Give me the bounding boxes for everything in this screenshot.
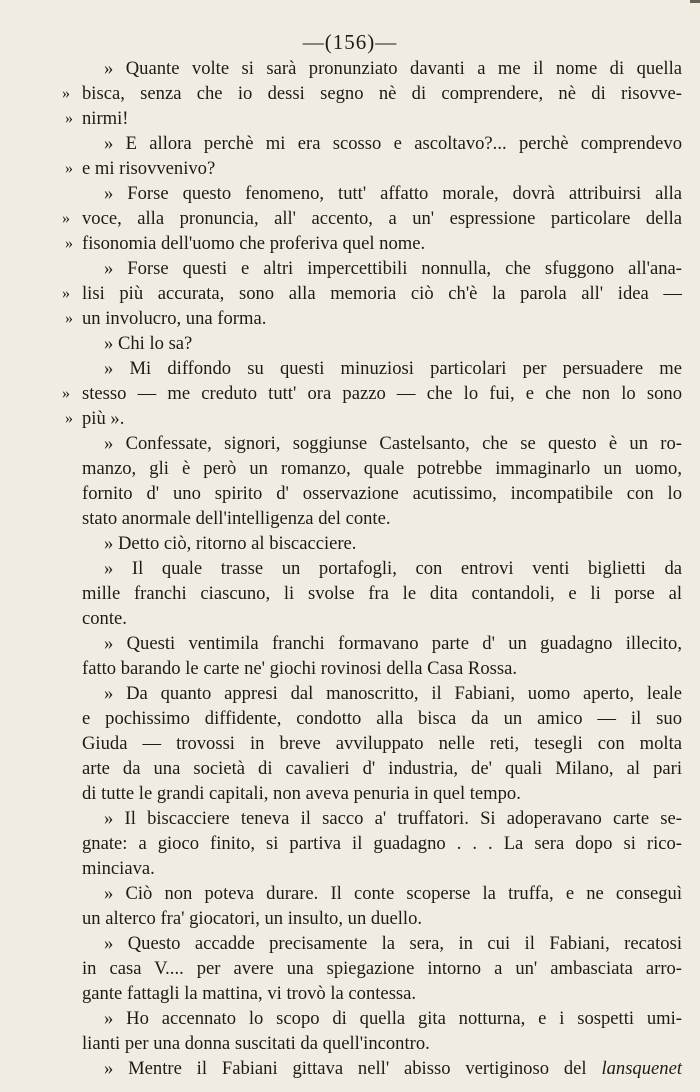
line-text: » E allora perchè mi era scosso e ascoltavo?... perchè comprendevo — [104, 133, 682, 154]
text-line — [62, 206, 682, 231]
line-text: in casa V.... per avere una spiegazione intorno a un' ambasciata arro- — [82, 958, 682, 979]
line-text: conte. — [82, 608, 127, 629]
text-line — [82, 331, 682, 356]
line-text: » Questi ventimila franchi formavano parte d' un guadagno illecito, — [104, 633, 682, 654]
text-line — [65, 106, 682, 131]
text-line — [82, 1056, 682, 1081]
quote-continuation-mark: » — [65, 410, 73, 427]
text-line — [82, 356, 682, 381]
text-line — [82, 731, 682, 756]
text-line — [82, 881, 682, 906]
line-text: bisca, senza che io dessi segno nè di comprendere, nè di risovve- — [82, 83, 682, 104]
line-text: stesso — me creduto tutt' ora pazzo — che lo fui, e che non lo sono — [82, 383, 682, 404]
quote-continuation-mark: » — [62, 210, 70, 227]
text-line — [82, 581, 682, 606]
line-text: » Ho accennato lo scopo di quella gita notturna, e i sospetti umi- — [104, 1008, 682, 1029]
text-line — [65, 406, 682, 431]
page-edge-mark — [690, 0, 700, 3]
line-text: nirmi! — [82, 108, 129, 129]
text-line — [82, 756, 682, 781]
line-text: lisi più accurata, sono alla memoria ciò ch'è la parola all' idea — — [82, 283, 682, 304]
line-text: fatto barando le carte ne' giochi rovinosi della Casa Rossa. — [82, 658, 518, 679]
line-text: lianti per una donna suscitati da quell'incontro. — [82, 1033, 430, 1054]
line-text: » Chi lo sa? — [104, 333, 193, 354]
line-text: » Da quanto appresi dal manoscritto, il Fabiani, uomo aperto, leale — [104, 683, 682, 704]
quote-continuation-mark: » — [65, 160, 73, 177]
line-text: di tutte le grandi capitali, non aveva penuria in quel tempo. — [82, 783, 521, 804]
text-line — [65, 156, 682, 181]
line-text: arte da una società di cavalieri d' industria, de' quali Milano, al pari — [82, 758, 682, 779]
quote-continuation-mark: » — [62, 85, 70, 102]
text-line — [82, 56, 682, 81]
text-line — [82, 481, 682, 506]
line-text: stato anormale dell'intelligenza del conte. — [82, 508, 391, 529]
line-text: fisonomia dell'uomo che proferiva quel nome. — [82, 233, 426, 254]
quote-continuation-mark: » — [65, 110, 73, 127]
text-line — [82, 606, 682, 631]
line-text: un alterco fra' giocatori, un insulto, un duello. — [82, 908, 423, 929]
line-text: manzo, gli è però un romanzo, quale potrebbe immaginarlo un uomo, — [82, 458, 682, 479]
text-line — [62, 81, 682, 106]
line-text: » Il biscacciere teneva il sacco a' truffatori. Si adoperavano carte se- — [104, 808, 682, 829]
text-line — [82, 506, 682, 531]
quote-continuation-mark: » — [62, 385, 70, 402]
text-line — [82, 956, 682, 981]
text-line — [82, 906, 682, 931]
text-line — [82, 256, 682, 281]
line-text: fornito d' uno spirito d' osservazione acutissimo, incompatibile con lo — [82, 483, 682, 504]
line-text: » Detto ciò, ritorno al biscacciere. — [104, 533, 357, 554]
text-line — [82, 681, 682, 706]
quote-continuation-mark: » — [62, 285, 70, 302]
text-line — [82, 556, 682, 581]
line-text: » Il quale trasse un portafogli, con entrovi venti biglietti da — [104, 558, 682, 579]
line-text: » Ciò non poteva durare. Il conte scoperse la truffa, e ne conseguì — [104, 883, 682, 904]
line-text: Giuda — trovossi in breve avviluppato nelle reti, tesegli con molta — [82, 733, 682, 754]
quote-continuation-mark: » — [65, 235, 73, 252]
text-line — [82, 781, 682, 806]
line-text: » Quante volte si sarà pronunziato davanti a me il nome di quella — [104, 58, 682, 79]
line-text: un involucro, una forma. — [82, 308, 267, 329]
text-line — [82, 931, 682, 956]
text-line — [62, 281, 682, 306]
page-number: —(156)— — [302, 30, 398, 54]
text-line — [65, 306, 682, 331]
text-line — [82, 806, 682, 831]
line-text: mille franchi ciascuno, li svolse fra le dita contandoli, e li porse al — [82, 583, 682, 604]
line-text: più ». — [82, 408, 125, 429]
text-line — [82, 706, 682, 731]
line-text: e mi risovvenivo? — [82, 158, 216, 179]
text-line — [82, 1006, 682, 1031]
line-text: voce, alla pronuncia, all' accento, a un' espressione particolare della — [82, 208, 682, 229]
line-text: minciava. — [82, 858, 155, 879]
quote-continuation-mark: » — [65, 310, 73, 327]
italic-word: lansquenet — [601, 1058, 682, 1079]
line-text: » Questo accadde precisamente la sera, in cui il Fabiani, recatosi — [104, 933, 682, 954]
text-line — [82, 981, 682, 1006]
text-line — [82, 531, 682, 556]
line-text: » Forse questo fenomeno, tutt' affatto morale, dovrà attribuirsi alla — [104, 183, 682, 204]
text-line — [82, 431, 682, 456]
line-text: gante fattagli la mattina, vi trovò la contessa. — [82, 983, 417, 1004]
text-line — [82, 856, 682, 881]
line-text: » Confessate, signori, soggiunse Castelsanto, che se questo è un ro- — [104, 433, 682, 454]
text-line — [82, 181, 682, 206]
text-line — [82, 456, 682, 481]
text-line — [82, 656, 682, 681]
line-text: » Mentre il Fabiani gittava nell' abisso vertiginoso del — [104, 1058, 587, 1079]
text-line — [82, 631, 682, 656]
text-line — [82, 131, 682, 156]
text-line — [65, 231, 682, 256]
text-line — [82, 1031, 682, 1056]
line-text: » Mi diffondo su questi minuziosi particolari per persuadere me — [104, 358, 682, 379]
line-text: » Forse questi e altri impercettibili nonnulla, che sfuggono all'ana- — [104, 258, 682, 279]
line-text: gnate: a gioco finito, si partiva il guadagno . . . La sera dopo si rico- — [82, 833, 682, 854]
text-line — [62, 381, 682, 406]
body-text — [62, 56, 682, 1081]
text-line — [82, 831, 682, 856]
line-text: e pochissimo diffidente, condotto alla bisca da un amico — il suo — [82, 708, 682, 729]
